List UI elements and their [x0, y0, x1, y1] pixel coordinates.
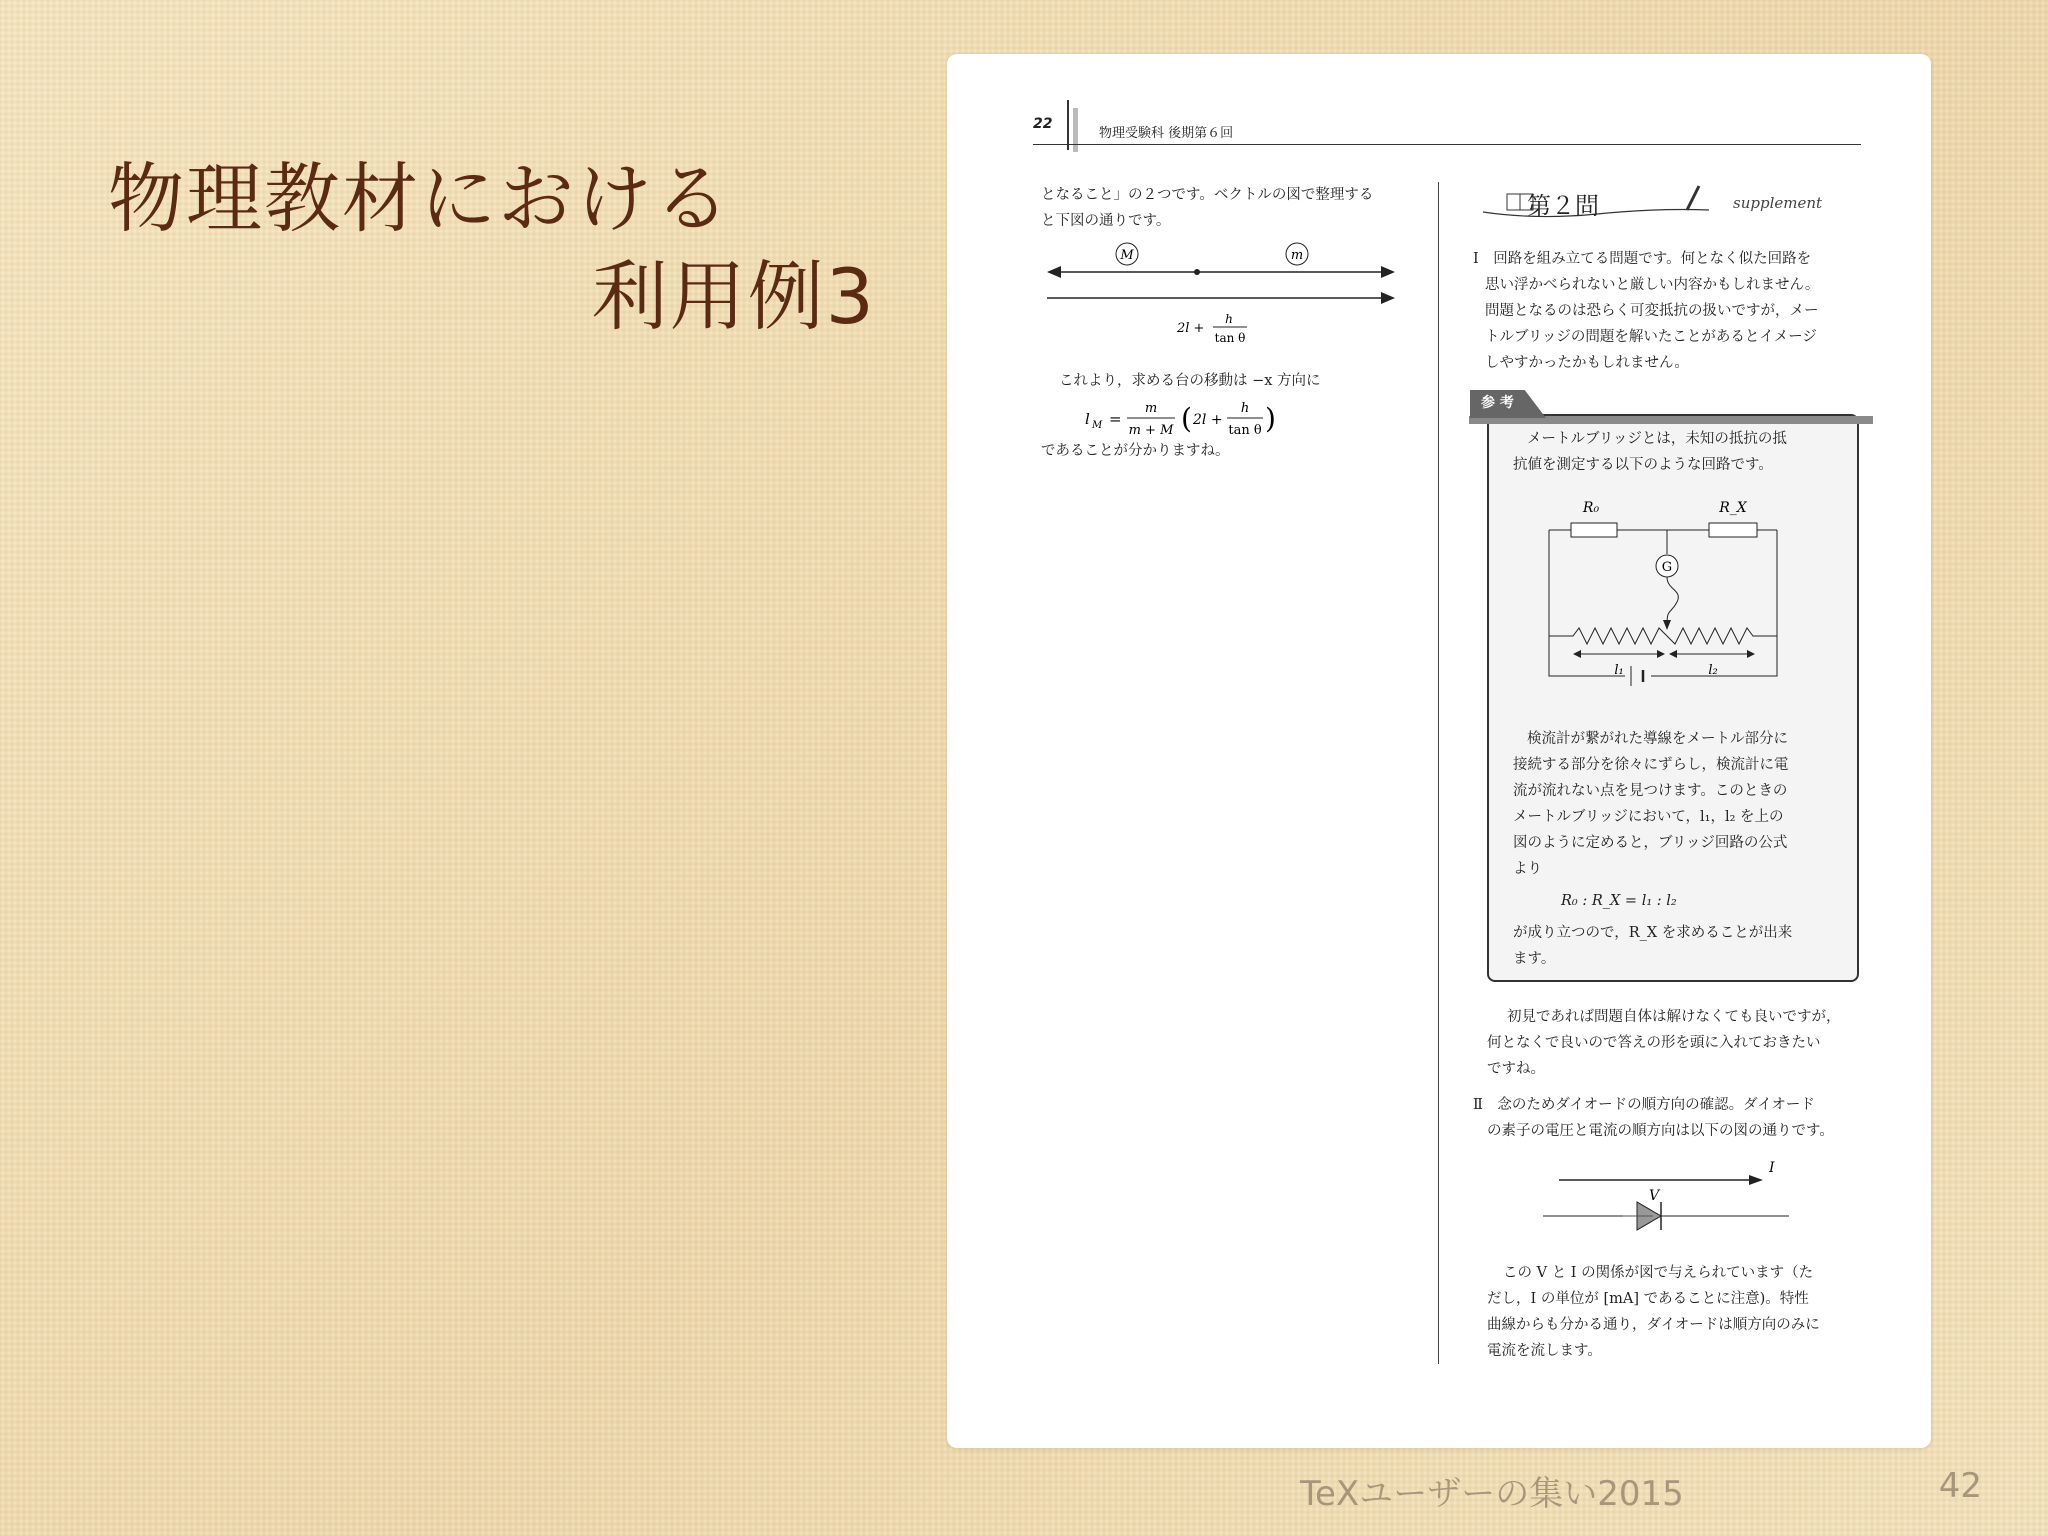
box-equation: R₀ : R_X = l₁ : l₂	[1561, 893, 1677, 909]
meter-bridge-circuit	[1543, 490, 1803, 686]
diode-diagram	[1543, 1154, 1803, 1244]
box-line1: メートルブリッジとは，未知の抵抗の抵	[1527, 431, 1787, 447]
box-line3: 検流計が繋がれた導線をメートル部分に	[1527, 731, 1788, 747]
reference-tab-label: 参 考	[1481, 395, 1514, 411]
last-line4: 電流を流します。	[1487, 1343, 1602, 1359]
q1-line5: しやすかったかもしれません。	[1485, 355, 1689, 371]
column-rule	[1438, 182, 1439, 1364]
arrow-left-icon	[1047, 266, 1061, 278]
vector-diagram	[1047, 240, 1407, 350]
box-line2: 抗値を測定する以下のような回路です。	[1513, 457, 1773, 473]
doc-page-number: 22	[1033, 116, 1053, 132]
last-line3: 曲線からも分かる通り，ダイオードは順方向のみに	[1487, 1317, 1820, 1333]
q2-line1: Ⅱ 念のためダイオードの順方向の確認。ダイオード	[1473, 1097, 1815, 1113]
circle-m-label: m	[1290, 248, 1304, 263]
second-q-banner	[1477, 180, 1727, 226]
eq-frac2-den: tan θ	[1228, 423, 1262, 438]
header-bar-shadow	[1073, 108, 1078, 152]
last-line2: だし，I の単位が [mA] であることに注意)。特性	[1487, 1291, 1809, 1307]
box-line8: より	[1513, 861, 1542, 877]
left-para3: であることが分かりますね。	[1041, 443, 1230, 459]
box-line10: ます。	[1513, 951, 1556, 967]
current-arrow-head-icon	[1749, 1175, 1763, 1185]
last-line1: この V と I の関係が図で与えられています（た	[1503, 1265, 1814, 1281]
label-R0: R₀	[1582, 500, 1600, 516]
label-l1: l₁	[1614, 663, 1624, 678]
resistor-R0	[1571, 523, 1617, 537]
slide-title-line2: 利用例3	[591, 252, 876, 341]
after-line2: 何となくで良いので答えの形を頭に入れておきたい	[1487, 1035, 1821, 1051]
circle-M-label: M	[1120, 248, 1134, 263]
after-line3: ですね。	[1487, 1061, 1545, 1077]
after-line1: 初見であれば問題自体は解けなくても良いですが，	[1507, 1009, 1841, 1025]
q2-line2: の素子の電圧と電流の順方向は以下の図の通りです。	[1487, 1123, 1834, 1139]
header-bar	[1067, 100, 1069, 150]
vector-frac-den: tan θ	[1214, 331, 1246, 345]
left-para2: これより，求める台の移動は −x 方向に	[1059, 373, 1321, 389]
resistor-RX	[1709, 523, 1757, 537]
left-para1-line1: となること」の２つです。ベクトルの図で整理する	[1041, 187, 1374, 203]
eq-lhs: l	[1085, 410, 1090, 428]
slide-page-number: 42	[1938, 1466, 1982, 1506]
eq-equals: =	[1109, 410, 1122, 428]
q1-line3: 問題となるのは恐らく可変抵抗の扱いですが，メー	[1485, 303, 1819, 319]
box-line9: が成り立つので，R_X を求めることが出来	[1513, 925, 1793, 941]
label-RX: R_X	[1719, 500, 1747, 516]
doc-header-title: 物理受験科 後期第６回	[1099, 126, 1234, 141]
eq-paren-close: )	[1265, 402, 1276, 435]
q1-line2: 思い浮かべられないと厳しい内容かもしれません。	[1485, 277, 1820, 293]
label-V: V	[1649, 1188, 1660, 1204]
header-rule	[1033, 144, 1861, 145]
box-line6: メートルブリッジにおいて，l₁，l₂ を上の	[1513, 809, 1784, 825]
slide-footer: TeXユーザーの集い2015	[1300, 1474, 1684, 1514]
eq-lhs-sub: M	[1092, 420, 1103, 431]
q1-line4: トルブリッジの問題を解いたことがあるとイメージ	[1485, 329, 1817, 345]
label-l2: l₂	[1708, 663, 1718, 678]
supplement-label: supplement	[1733, 194, 1823, 212]
arrow-right-bottom-icon	[1381, 292, 1395, 304]
eq-paren-a: 2l +	[1193, 412, 1223, 428]
document-page	[947, 54, 1931, 1448]
vector-label-a: 2l +	[1177, 321, 1205, 336]
box-line4: 接続する部分を徐々にずらし，検流計に電	[1513, 757, 1789, 773]
q1-line1: Ⅰ 回路を組み立てる問題です。何となく似た回路を	[1473, 251, 1812, 267]
box-line5: 流が流れない点を見つけます。このときの	[1513, 783, 1788, 799]
eq-paren-open: (	[1181, 402, 1192, 435]
label-G: G	[1661, 560, 1673, 575]
slider-arrow-icon	[1663, 620, 1671, 630]
box-line7: 図のように定めると，ブリッジ回路の公式	[1513, 835, 1788, 851]
galvanometer-wire	[1667, 577, 1678, 624]
arrow-right-icon	[1381, 266, 1395, 278]
center-dot	[1194, 269, 1200, 275]
pen-icon	[1687, 186, 1699, 210]
slide-wire-resistor	[1549, 628, 1777, 644]
left-para1-line2: と下図の通りです。	[1041, 213, 1171, 229]
second-q-title: 第２問	[1527, 192, 1599, 220]
eq-frac1-num: m	[1144, 401, 1158, 416]
vector-frac-num: h	[1225, 312, 1233, 326]
slide-title-line1: 物理教材における	[108, 154, 732, 243]
slide-title	[108, 150, 888, 346]
label-I: I	[1769, 1160, 1775, 1176]
eq-frac2-num: h	[1240, 401, 1250, 416]
eq-frac1-den: m + M	[1128, 423, 1174, 438]
